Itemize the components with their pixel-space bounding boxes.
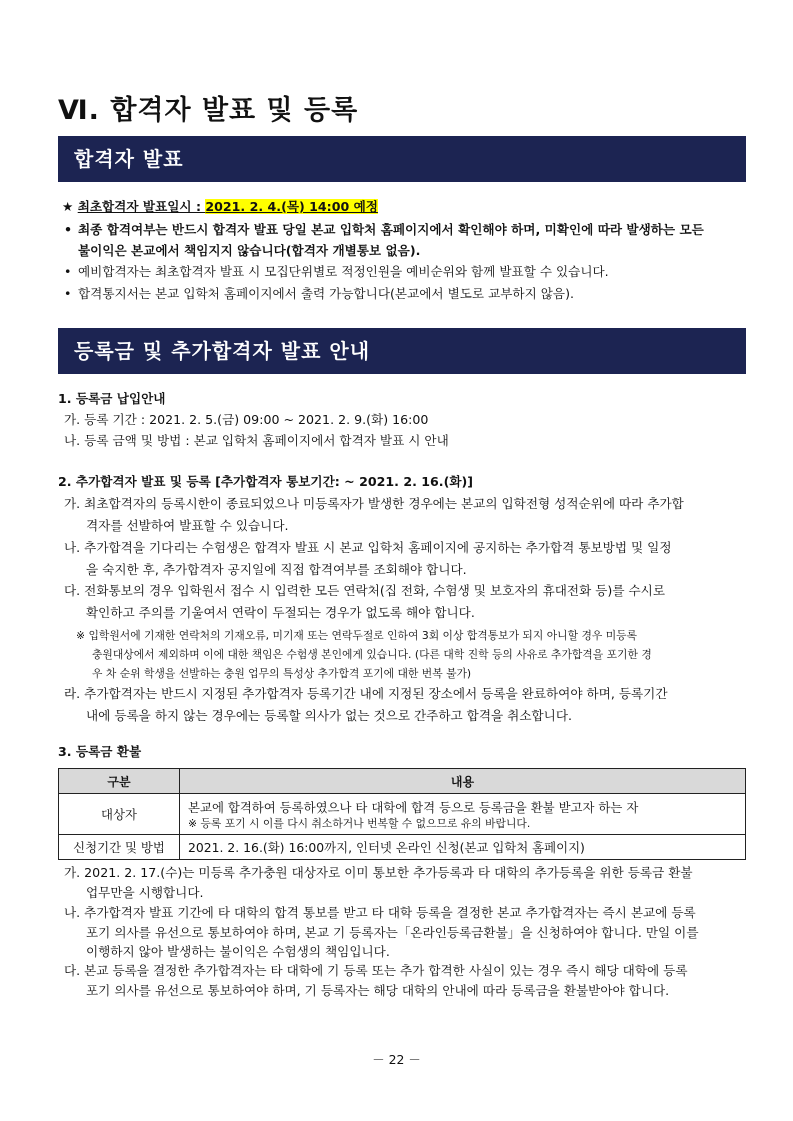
additional-line: 을 숙지한 후, 추가합격자 공지일에 직접 합격여부를 조회해야 합니다. bbox=[86, 562, 467, 577]
refund-line: 포기 의사를 유선으로 통보하여야 하며, 본교 기 등록자는「온라인등록금환불」을 신청하여야 합니다. 만일 이를 bbox=[86, 925, 699, 940]
table-row bbox=[59, 835, 746, 860]
first-announcement-label: 최초합격자 발표일시 : bbox=[77, 199, 206, 214]
subsection-heading-additional: 2. 추가합격자 발표 및 등록 [추가합격자 통보기간: ~ 2021. 2. 16.(화)] bbox=[58, 474, 474, 489]
refund-line: 업무만을 시행합니다. bbox=[86, 885, 204, 900]
section-header-announcement: 합격자 발표 bbox=[58, 136, 746, 182]
refund-line: 포기 의사를 유선으로 통보하여야 하며, 기 등록자는 해당 대학의 안내에 따라 등록금을 환불받아야 합니다. bbox=[86, 983, 670, 998]
first-announcement-line bbox=[62, 198, 378, 215]
refund-line: 다. 본교 등록을 결정한 추가합격자는 타 대학에 기 등록 또는 추가 합격한 사실이 있는 경우 즉시 해당 대학에 등록 bbox=[64, 963, 688, 978]
subsection-heading-refund: 3. 등록금 환불 bbox=[58, 744, 142, 759]
table-cell-key: 신청기간 및 방법 bbox=[59, 835, 180, 860]
payment-item: 나. 등록 금액 및 방법 : 본교 입학처 홈페이지에서 합격자 발표 시 안내 bbox=[64, 433, 449, 448]
section-header-tuition: 등록금 및 추가합격자 발표 안내 bbox=[58, 328, 746, 374]
bullet-item: • bbox=[64, 264, 72, 279]
star-icon: ★ bbox=[62, 199, 74, 214]
payment-item: 가. 등록 기간 : 2021. 2. 5.(금) 09:00 ~ 2021. 2. 9.(화) 16:00 bbox=[64, 412, 429, 427]
additional-line: 라. 추가합격자는 반드시 지정된 추가합격자 등록기간 내에 지정된 장소에서 등록을 완료하여야 하며, 등록기간 bbox=[64, 686, 668, 701]
notice-line: 충원대상에서 제외하며 이에 대한 책임은 수험생 본인에게 있습니다. (다른 대학 진학 등의 사유로 추가합격을 포기한 경 bbox=[92, 648, 652, 661]
table-cell-value: 2021. 2. 16.(화) 16:00까지, 인터넷 온라인 신청(본교 입학처 홈페이지) bbox=[180, 835, 746, 860]
table-header-cell: 내용 bbox=[180, 769, 746, 794]
refund-line: 이행하지 않아 발생하는 불이익은 수험생의 책임입니다. bbox=[86, 944, 390, 959]
first-announcement-date: 2021. 2. 4.(목) 14:00 예정 bbox=[205, 199, 378, 214]
bullet-text-continued: 불이익은 본교에서 책임지지 않습니다(합격자 개별통보 없음). bbox=[78, 243, 421, 258]
additional-line: 격자를 선발하여 발표할 수 있습니다. bbox=[86, 518, 289, 533]
notice-line: 우 차 순위 학생을 선발하는 충원 업무의 특성상 추가합격 포기에 대한 번복 불가) bbox=[92, 667, 472, 680]
chapter-title: Ⅵ. 합격자 발표 및 등록 bbox=[58, 95, 359, 126]
bullet-item: • bbox=[64, 222, 73, 237]
bullet-text: 최종 합격여부는 반드시 합격자 발표 당일 본교 입학처 홈페이지에서 확인해야 하며, 미확인에 따라 발생하는 모든 bbox=[78, 222, 704, 237]
table-cell-main-text: 본교에 합격하여 등록하였으나 타 대학에 합격 등으로 등록금을 환불 받고자 하는 자 bbox=[188, 799, 639, 815]
table-header-cell: 구분 bbox=[59, 769, 180, 794]
bullet-text: 예비합격자는 최초합격자 발표 시 모집단위별로 적정인원을 예비순위와 함께 발표할 수 있습니다. bbox=[78, 264, 609, 279]
table-cell-value bbox=[180, 794, 746, 835]
refund-table bbox=[58, 768, 746, 860]
bullet-text: 합격통지서는 본교 입학처 홈페이지에서 출력 가능합니다(본교에서 별도로 교부하지 않음). bbox=[78, 286, 574, 301]
subsection-heading-payment: 1. 등록금 납입안내 bbox=[58, 391, 166, 406]
bullet-item: • bbox=[64, 286, 72, 301]
table-cell-key: 대상자 bbox=[59, 794, 180, 835]
additional-line: 나. 추가합격을 기다리는 수험생은 합격자 발표 시 본교 입학처 홈페이지에 공지하는 추가합격 통보방법 및 일정 bbox=[64, 540, 672, 555]
refund-line: 나. 추가합격자 발표 기간에 타 대학의 합격 통보를 받고 타 대학 등록을 결정한 본교 추가합격자는 즉시 본교에 등록 bbox=[64, 905, 696, 920]
table-row bbox=[59, 794, 746, 835]
additional-line: 내에 등록을 하지 않는 경우에는 등록할 의사가 없는 것으로 간주하고 합격을 취소합니다. bbox=[86, 708, 572, 723]
table-cell-note: ※ 등록 포기 시 이를 다시 취소하거나 번복할 수 없으므로 유의 바랍니다. bbox=[188, 816, 531, 830]
additional-line: 확인하고 주의를 기울여서 연락이 두절되는 경우가 없도록 해야 합니다. bbox=[86, 605, 475, 620]
additional-line: 가. 최초합격자의 등록시한이 종료되었으나 미등록자가 발생한 경우에는 본교의 입학전형 성적순위에 따라 추가합 bbox=[64, 496, 684, 511]
page-number: － 22 － bbox=[372, 1052, 421, 1067]
table-header-row bbox=[59, 769, 746, 794]
additional-line: 다. 전화통보의 경우 입학원서 접수 시 입력한 모든 연락처(집 전화, 수험생 및 보호자의 휴대전화 등)를 수시로 bbox=[64, 583, 665, 598]
refund-line: 가. 2021. 2. 17.(수)는 미등록 추가충원 대상자로 이미 통보한 추가등록과 타 대학의 추가등록을 위한 등록금 환불 bbox=[64, 865, 693, 880]
notice-line: ※ 입학원서에 기재한 연락처의 기재오류, 미기재 또는 연락두절로 인하여 3회 이상 합격통보가 되지 아니할 경우 미등록 bbox=[76, 629, 638, 642]
